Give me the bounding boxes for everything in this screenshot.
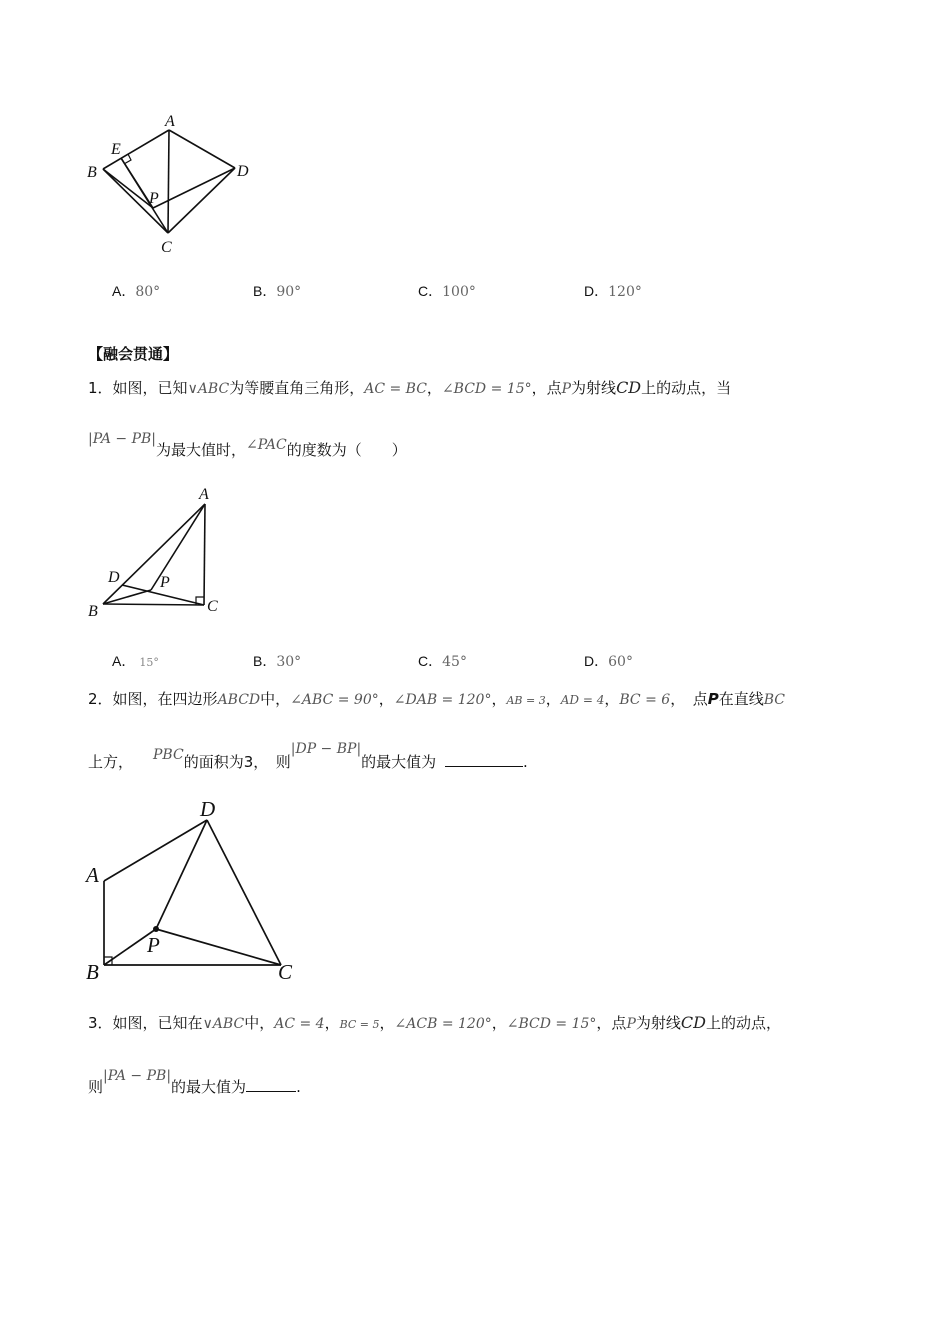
figure-q1-triangle [85, 484, 235, 624]
q3-line1: 3．如图，已知在∨ABC中，AC = 4，BC = 5，∠ACB = 120°，∠BCD = 15°，点P为射线CD上的动点， [88, 1013, 781, 1032]
option-d[interactable]: D．120° [584, 283, 642, 300]
label-b: B [86, 960, 99, 984]
label-e: E [111, 141, 121, 158]
q1-option-d[interactable]: D．60° [584, 653, 633, 670]
segment-dc [207, 820, 281, 965]
option-b[interactable]: B．90° [253, 283, 302, 300]
q3-line2: 则|PA − PB|的最大值为 . [88, 1068, 301, 1096]
section-heading: 【融会贯通】 [88, 345, 179, 363]
segment-ad [104, 820, 207, 881]
label-a: A [165, 113, 175, 130]
q3-answer-blank[interactable] [246, 1077, 296, 1092]
option-c[interactable]: C．100° [418, 283, 476, 300]
q1-line1: 1．如图，已知∨ABC为等腰直角三角形，AC = BC，∠BCD = 15°，点P为射线CD上的动点，当 [88, 378, 732, 397]
segment-ac [204, 504, 205, 605]
q2-line2: 上方， PBC的面积为3， 则|DP − BP|的最大值为 . [88, 741, 528, 771]
label-c: C [278, 960, 293, 984]
segment-dc [168, 168, 235, 233]
option-a[interactable]: A．80° [112, 283, 161, 300]
label-c: C [207, 598, 218, 615]
figure-kite-abcd [85, 112, 255, 257]
q2-answer-blank[interactable] [445, 752, 523, 767]
label-p: P [147, 933, 160, 957]
label-d: D [237, 163, 249, 180]
point-p-dot [153, 926, 159, 932]
label-a: A [199, 486, 209, 503]
segment-bc [103, 604, 204, 605]
segment-bp [103, 169, 153, 208]
label-p: P [160, 574, 170, 591]
segment-dp [156, 820, 207, 929]
label-b: B [87, 164, 97, 181]
q1-option-a[interactable]: A． 15° [112, 653, 159, 669]
label-b: B [88, 603, 98, 620]
q1-option-c[interactable]: C．45° [418, 653, 467, 670]
label-p: P [149, 190, 159, 207]
segment-ac [168, 130, 169, 233]
label-d: D [200, 797, 216, 821]
q1-line2: |PA − PB|为最大值时，∠PAC的度数为（ ） [88, 431, 407, 459]
segment-pc [156, 929, 281, 965]
q2-line1: 2．如图，在四边形ABCD中，∠ABC = 90°，∠DAB = 120°，AB = 3，AD = 4，BC = 6， 点P在直线BC [88, 690, 785, 708]
q1-option-b[interactable]: B．30° [253, 653, 302, 670]
label-a: A [86, 863, 99, 887]
segment-pd [153, 168, 235, 208]
segment-ab [103, 504, 205, 604]
figure-q2-quadrilateral [83, 795, 313, 985]
segment-ad [169, 130, 235, 168]
segment-ec [121, 158, 168, 233]
label-c: C [161, 239, 172, 256]
label-d: D [108, 569, 120, 586]
